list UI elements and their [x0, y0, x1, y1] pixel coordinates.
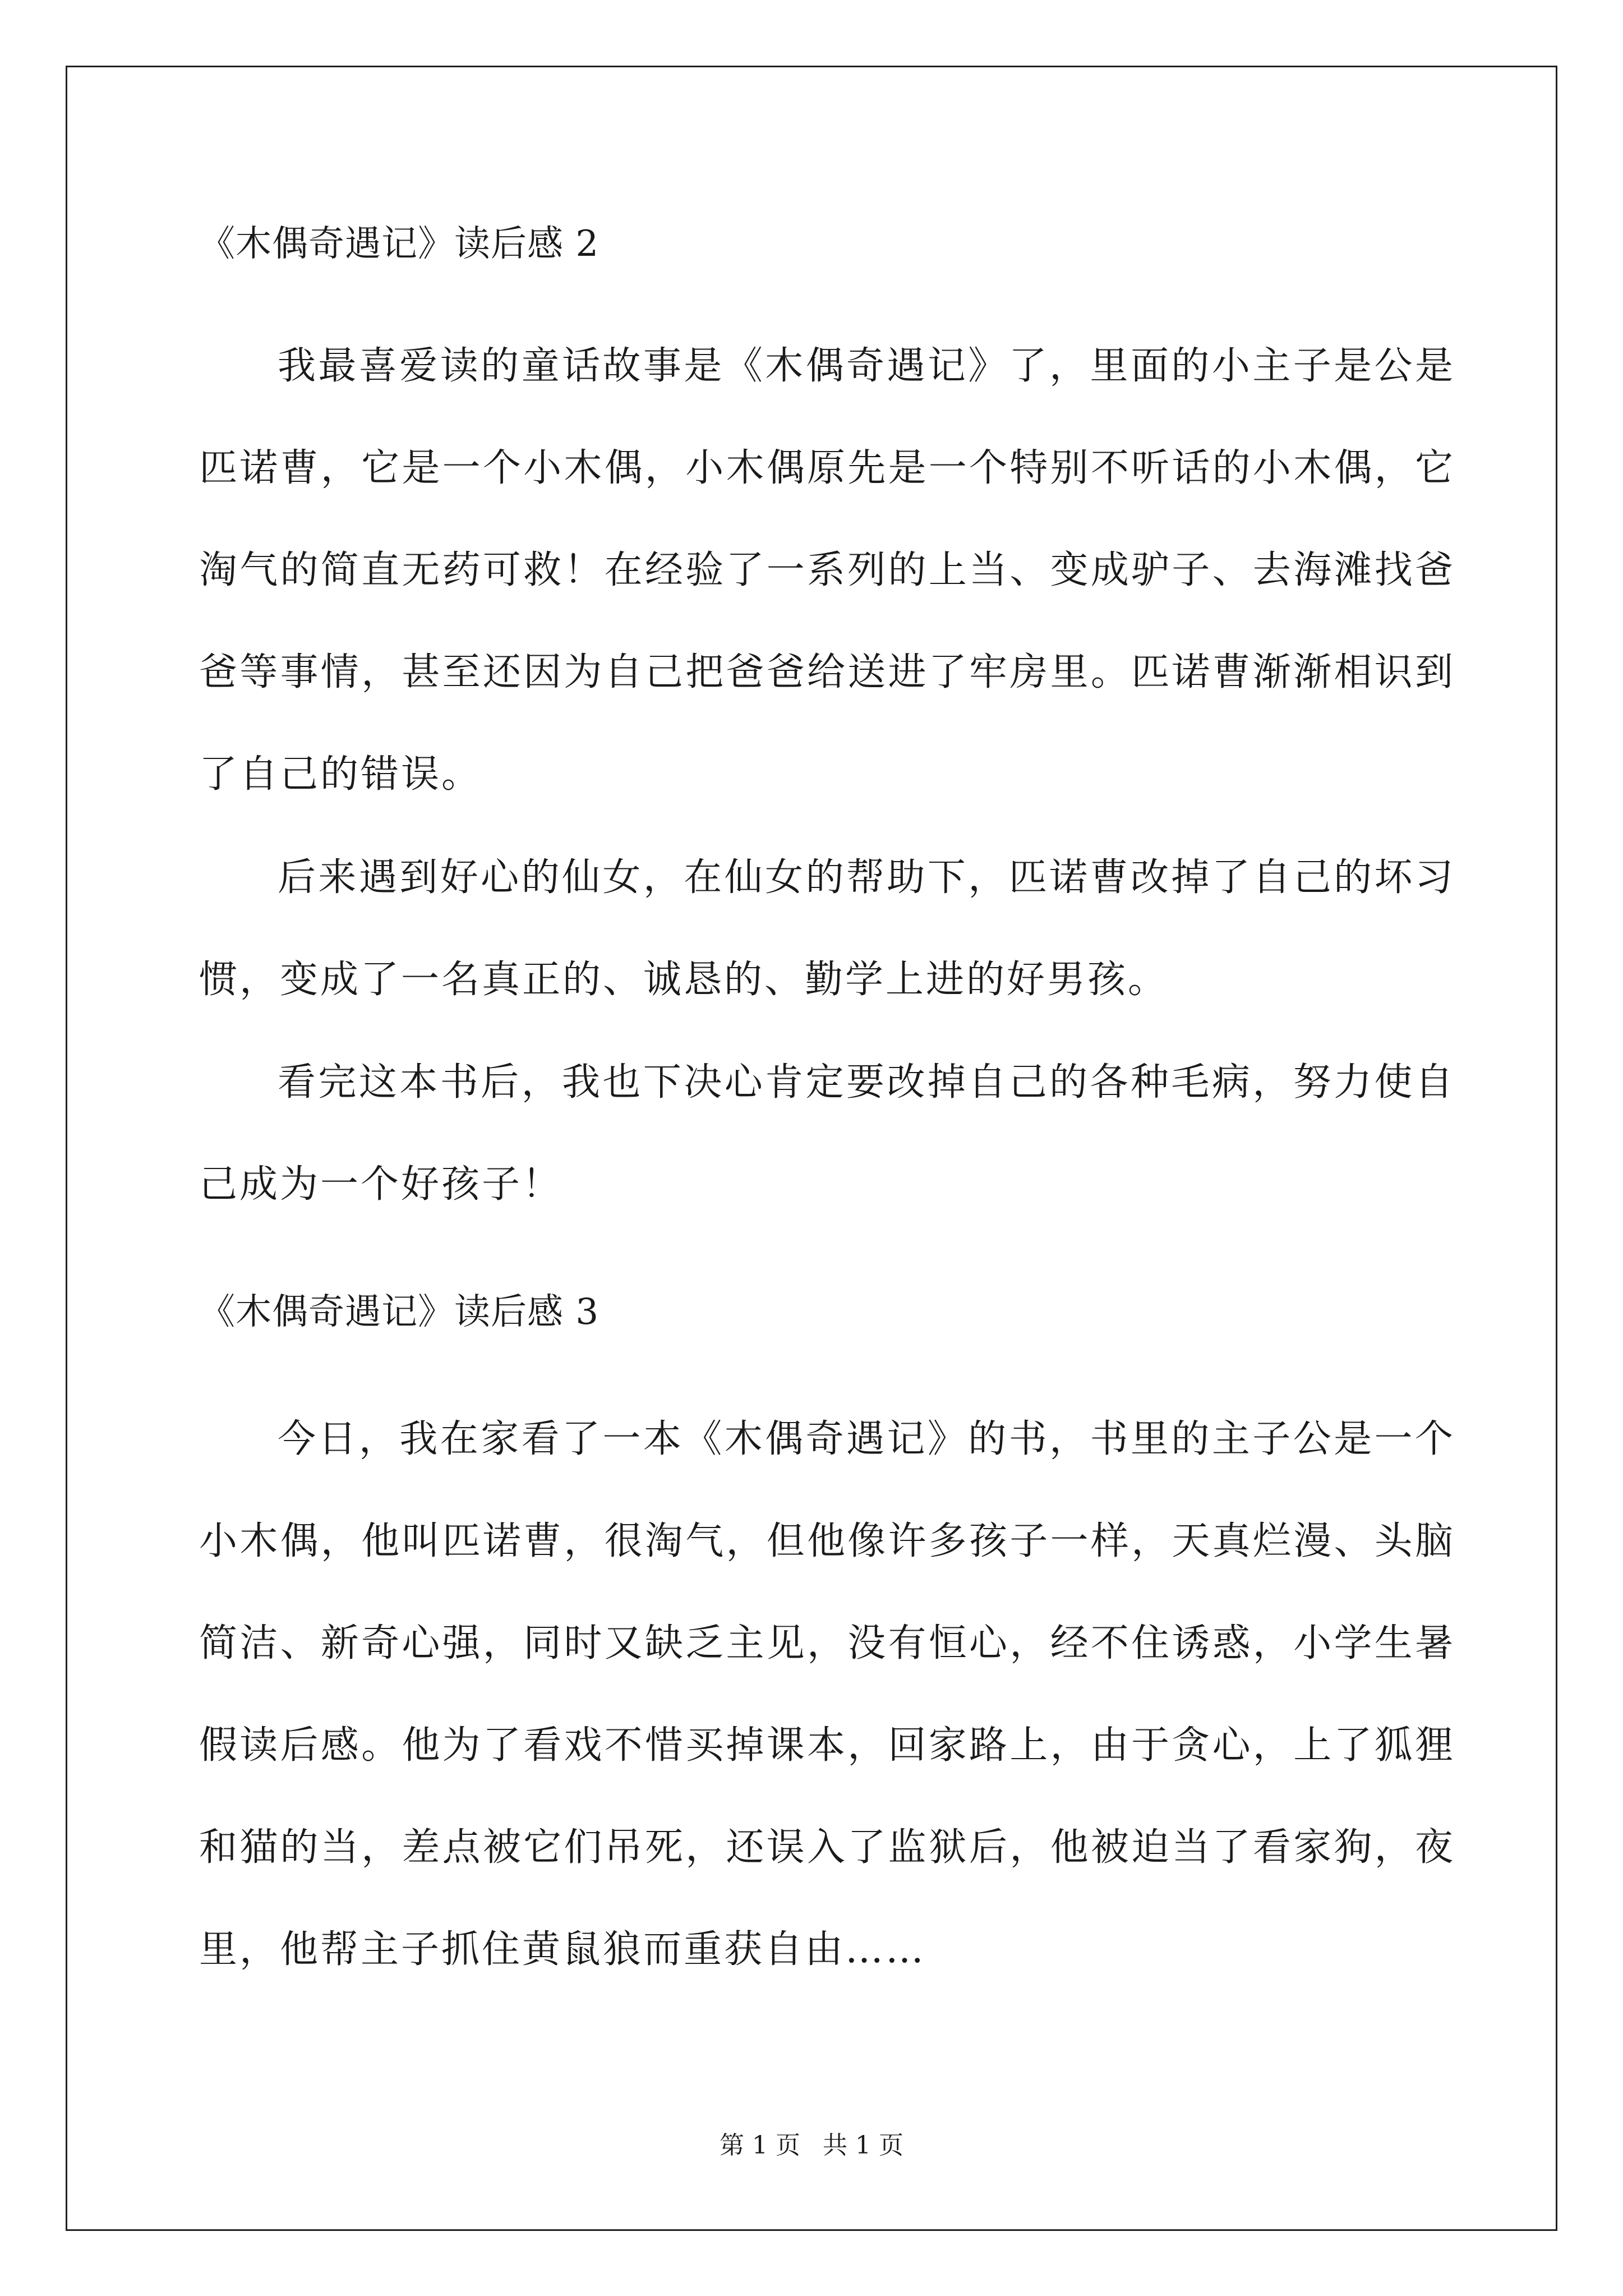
page-number: 第 1 页 — [720, 2131, 800, 2160]
page-total: 共 1 页 — [823, 2131, 903, 2160]
section-heading: 《木偶奇遇记》读后感 2 — [199, 223, 600, 265]
paragraph: 我最喜爱读的童话故事是《木偶奇遇记》了，里面的小主子是公是匹诺曹，它是一个小木偶，小木偶原先是一个特别不听话的小木偶，它淘气的简直无药可救！在经验了一系列的上当、变成驴子、去海滩找爸爸等事情，甚至还因为自己把爸爸给送进了牢房里。匹诺曹渐渐相识到了自己的错误。 — [199, 344, 1455, 797]
section-heading: 《木偶奇遇记》读后感 3 — [199, 1291, 600, 1333]
paragraph: 今日，我在家看了一本《木偶奇遇记》的书，书里的主子公是一个小木偶，他叫匹诺曹，很淘气，但他像许多孩子一样，天真烂漫、头脑简洁、新奇心强，同时又缺乏主见，没有恒心，经不住诱惑，小学生暑假读后感。他为了看戏不惜买掉课本，回家路上，由于贪心，上了狐狸和猫的当，差点被它们吊死，还误入了监狱后，他被迫当了看家狗，夜里，他帮主子抓住黄鼠狼而重获自由…… — [199, 1417, 1455, 1972]
paragraph: 看完这本书后，我也下决心肯定要改掉自己的各种毛病，努力使自己成为一个好孩子！ — [199, 1060, 1455, 1207]
page-footer — [0, 2129, 1623, 2162]
paragraph: 后来遇到好心的仙女，在仙女的帮助下，匹诺曹改掉了自己的坏习惯，变成了一名真正的、诚恳的、勤学上进的好男孩。 — [199, 855, 1455, 1002]
